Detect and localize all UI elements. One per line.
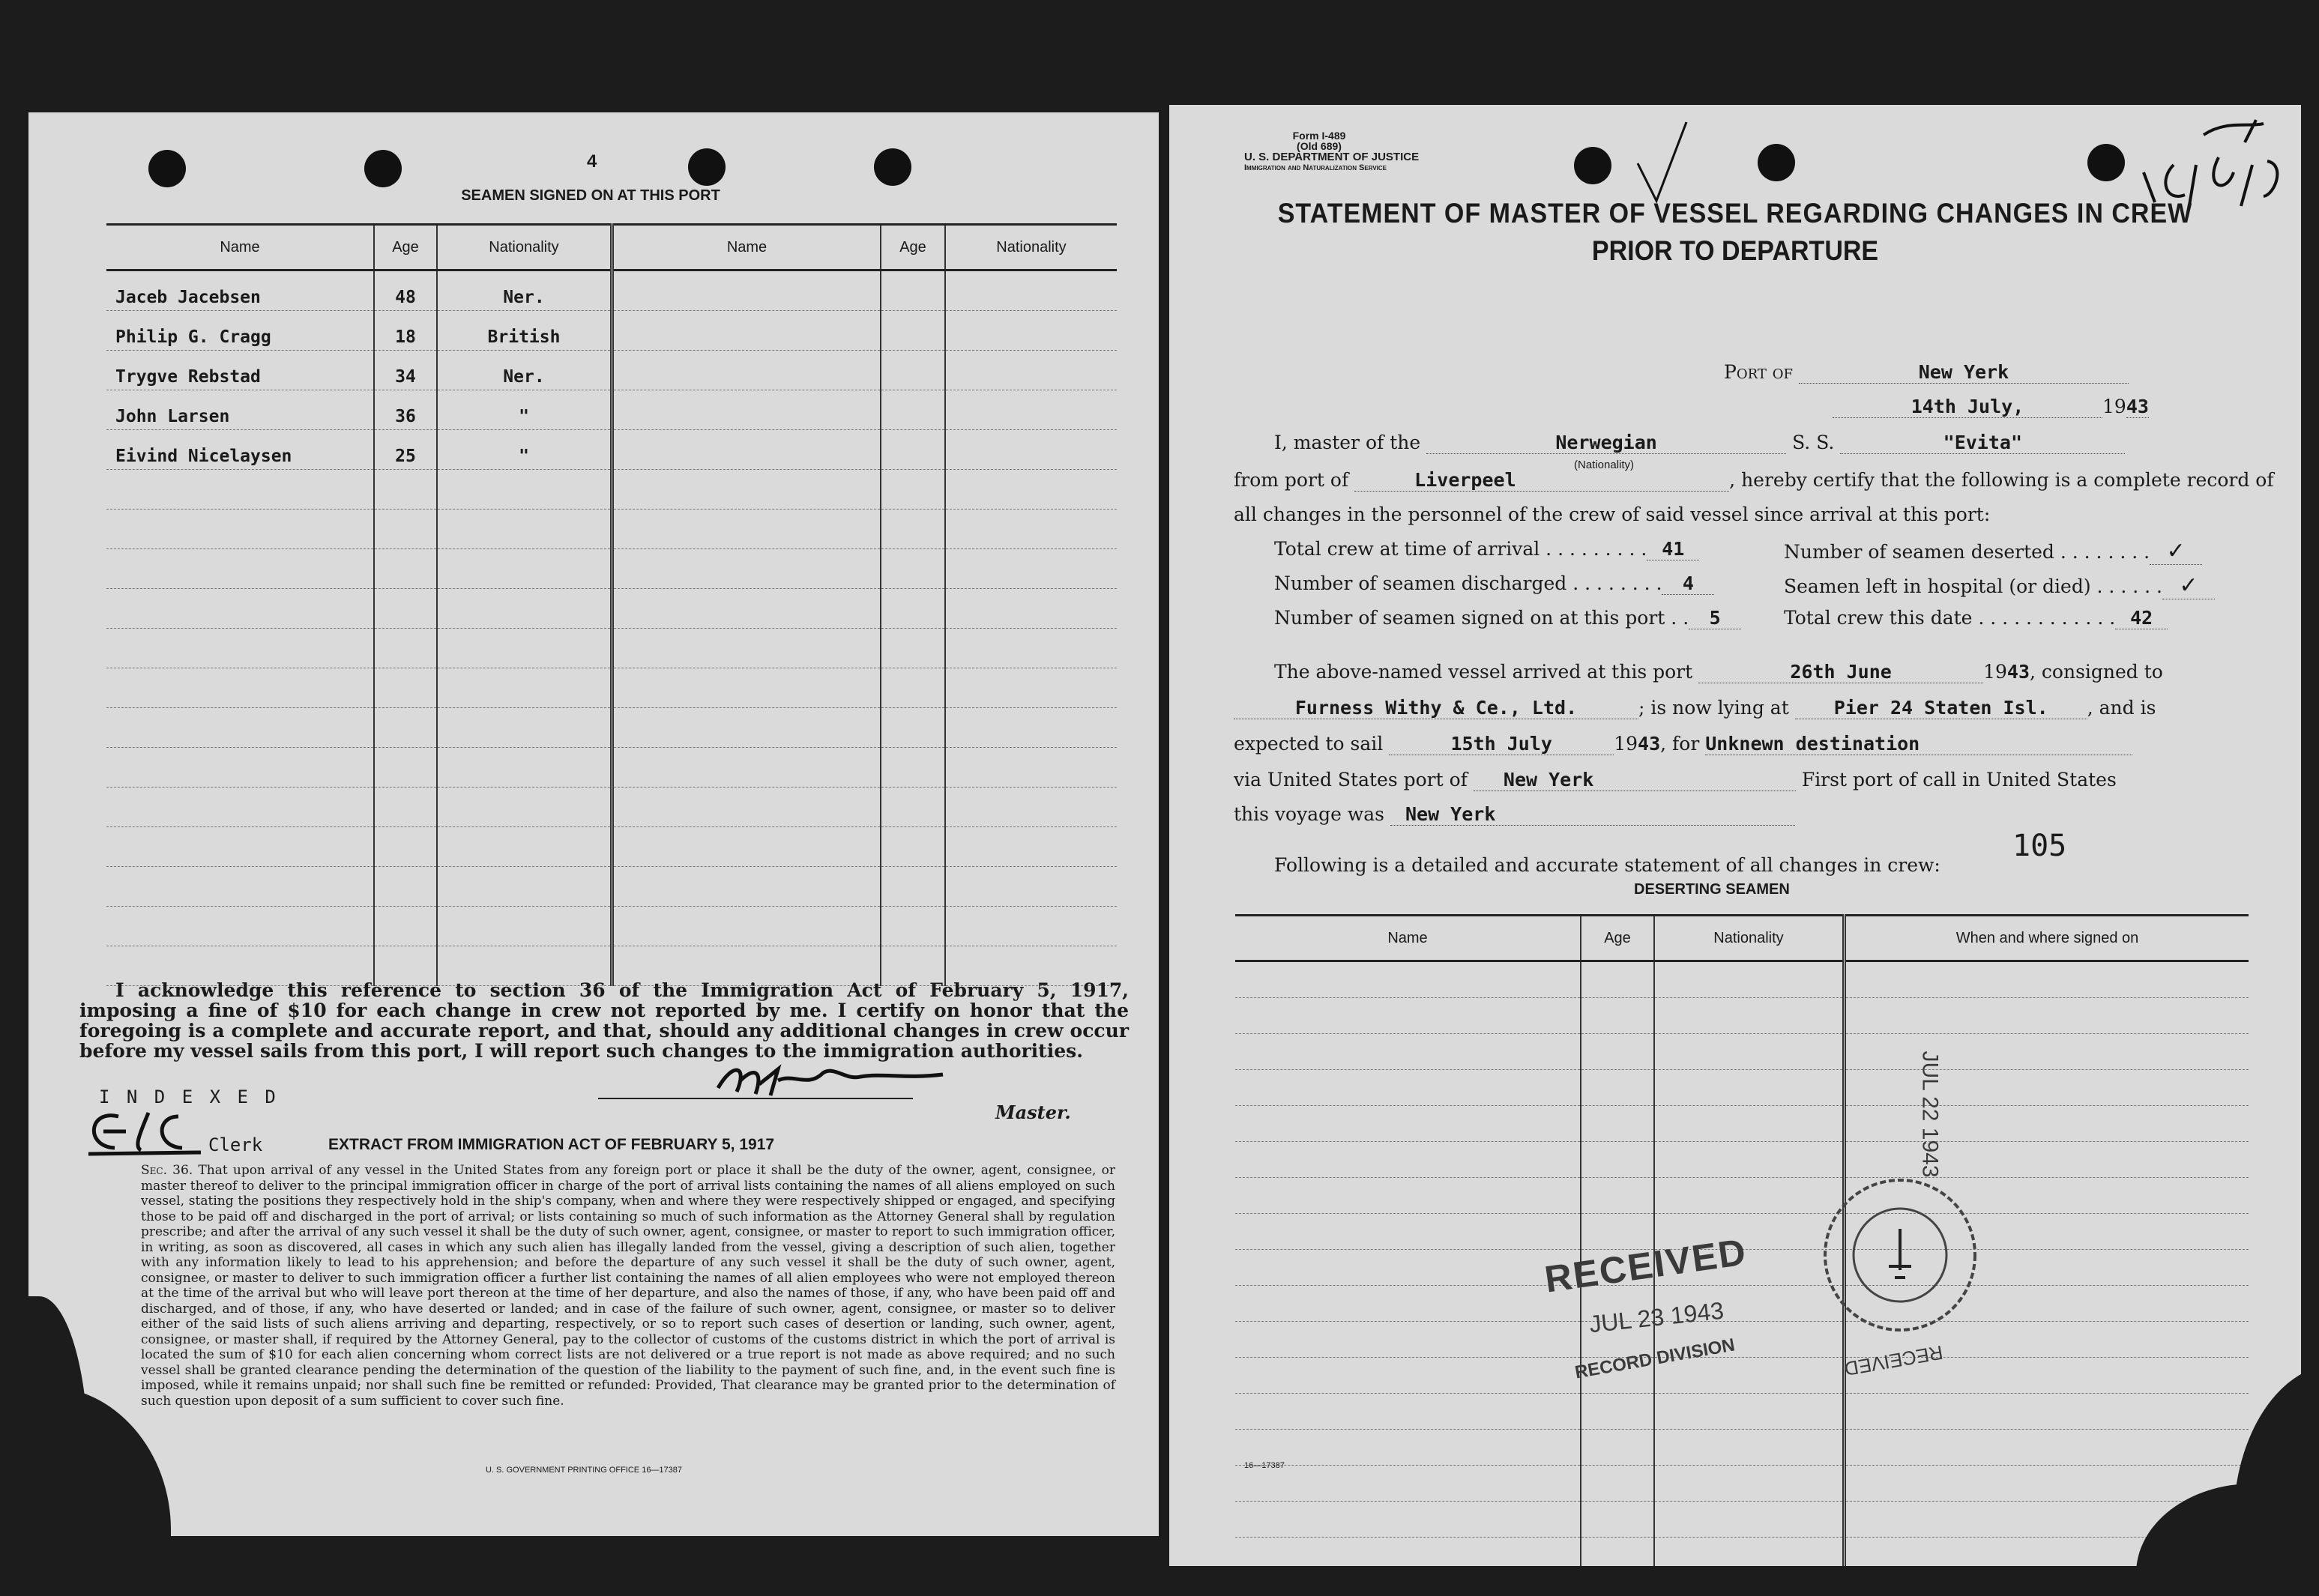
punch-hole [688, 148, 726, 186]
cell-name-2 [612, 827, 881, 867]
first-port-value: New Yerk [1390, 803, 1795, 826]
cell-nationality [437, 708, 612, 748]
department-header: U. S. DEPARTMENT OF JUSTICE Immigration and Naturalization Service [1244, 151, 1420, 172]
cell-age: 25 [374, 430, 437, 470]
cell-nationality-2 [945, 270, 1117, 311]
col-header-age: Age [374, 225, 437, 270]
cell-name [1235, 961, 1581, 998]
cell-age-2 [881, 270, 945, 311]
cell-nationality [1654, 1466, 1845, 1502]
cell-name-2 [612, 549, 881, 589]
form-title: STATEMENT OF MASTER OF VESSEL REGARDING CHANGES IN CREW [1277, 198, 2193, 229]
cell-name [106, 907, 374, 946]
cell-name [1235, 1466, 1581, 1502]
cell-nationality [437, 748, 612, 788]
cell-nationality [1654, 1430, 1845, 1466]
cell-nationality-2 [945, 629, 1117, 668]
cell-name-2 [612, 311, 881, 351]
cell-nationality-2 [945, 311, 1117, 351]
cell-age [1581, 1538, 1654, 1567]
cell-nationality-2 [945, 668, 1117, 708]
cell-nationality [437, 629, 612, 668]
table-row [106, 549, 1117, 589]
cell-nationality: " [437, 430, 612, 470]
cell-age-2 [881, 668, 945, 708]
cell-age [374, 907, 437, 946]
cell-age-2 [881, 549, 945, 589]
received-stamp-date: JUL 23 1943 [1587, 1296, 1725, 1338]
total-crew-date-label: Total crew this date . . . . . . . . . . . . [1784, 607, 2116, 629]
master-signature [703, 1058, 1018, 1110]
cell-age-2 [881, 629, 945, 668]
cell-name-2 [612, 390, 881, 430]
table-row [106, 270, 1117, 311]
cell-age [374, 748, 437, 788]
consigned-label: , consigned to [2030, 661, 2163, 683]
sail-date-value: 15th July [1389, 733, 1614, 755]
table-row [1235, 1322, 2249, 1358]
cell-nationality [437, 668, 612, 708]
extract-text: Sec. 36. That upon arrival of any vessel in the United States from any foreign port or place it shall be the duty of the owner, agent, consignee, or master thereof to deliver to the principal immigration officer in charge of the port of arrival lists containing the names of all aliens employed on such vessel, stating the positions they respectively hold in the ship's company, when and where they were respectively shipped or engaged, and specifying those to be paid off and discharged in the port of arrival; or lists containing so much of such information as the Attorney General shall by regulation prescribe; and after the arrival of any such vessel it shall be the duty of such owner, agent, consignee, or master to report to such immigration officer, in writing, as soon as discovered, all cases in which any such alien has illegally landed from the vessel, giving a description of such alien, together with any information likely to lead to his apprehension; and before the departure of any such vessel it shall be the duty of such owner, agent, consignee, or master to deliver to such immigration officer a further list containing the names of all alien employees who were not employed thereon at the time of the arrival but who will leave port thereon at the time of her departure, and also the names of those, if any, who have been paid off and discharged, and of those, if any, who have deserted or landed; and in case of the failure of such owner, agent, consignee, or master so to deliver either of the said lists of such aliens arriving and departing, respectively, or so to report such cases of desertion or landing, such owner, agent, consignee, or master shall, if required by the Attorney General, pay to the collector of customs of the customs district in which the port of arrival is located the sum of $10 for each alien concerning whom correct lists are not delivered or a true report is not made as above required; and no such vessel shall be granted clearance pending the determination of the question of the liability to the payment of such fine, and, in the event such fine is imposed, while it remains unpaid; nor shall such fine be remitted or refunded: Provided, That clearance may be granted prior to the determination of such question upon deposit of a sum sufficient to cover such fine. [141, 1163, 1115, 1409]
table-row [106, 589, 1117, 629]
cell-nationality [1654, 1394, 1845, 1430]
table-row [1235, 998, 2249, 1034]
master-of-label: I, master of the [1274, 432, 1421, 453]
cell-signed [1845, 1466, 2249, 1502]
port-value: New Yerk [1799, 361, 2129, 384]
from-port-label: from port of [1234, 469, 1349, 491]
clerk-label: Clerk [208, 1134, 263, 1155]
cell-signed [1845, 961, 2249, 998]
table-row [1235, 1286, 2249, 1322]
cell-signed [1845, 1394, 2249, 1430]
cell-name [106, 549, 374, 589]
deserted-label: Number of seamen deserted . . . . . . . . [1784, 541, 2150, 563]
cell-name: Trygve Rebstad [106, 351, 374, 390]
cell-nationality-2 [945, 549, 1117, 589]
from-port-value: Liverpeel [1354, 469, 1729, 492]
voyage-label: this voyage was [1234, 803, 1385, 825]
first-port-label: First port of call in United States [1801, 769, 2117, 791]
hospital-label: Seamen left in hospital (or died) . . . . . . [1784, 575, 2162, 597]
cell-name-2 [612, 470, 881, 510]
printing-office: U. S. GOVERNMENT PRINTING OFFICE 16—17387 [486, 1466, 683, 1475]
cell-name [106, 827, 374, 867]
cell-age: 48 [374, 270, 437, 311]
table-row [1235, 1430, 2249, 1466]
cell-name [1235, 1286, 1581, 1322]
table-row [106, 907, 1117, 946]
cell-age [1581, 1106, 1654, 1142]
cell-nationality [1654, 961, 1845, 998]
cell-age [374, 470, 437, 510]
lying-label: ; is now lying at [1638, 697, 1789, 719]
desert-col-signed: When and where signed on [1845, 916, 2249, 961]
port-label: Port of [1724, 361, 1794, 383]
left-page [28, 112, 1159, 1536]
cell-age [1581, 1178, 1654, 1214]
total-crew-arrival-value: 41 [1647, 538, 1699, 560]
cell-name [1235, 1070, 1581, 1106]
cell-age-2 [881, 827, 945, 867]
cell-age-2 [881, 390, 945, 430]
serial-number: 105 [2012, 829, 2067, 863]
signed-on-label: Number of seamen signed on at this port . . [1274, 607, 1689, 629]
cell-nationality [1654, 1502, 1845, 1538]
col-header-nationality: Nationality [437, 225, 612, 270]
total-crew-date-value: 42 [2115, 607, 2168, 629]
cell-name [1235, 1106, 1581, 1142]
torn-edge [28, 1386, 171, 1536]
cell-nationality [437, 470, 612, 510]
cell-nationality-2 [945, 748, 1117, 788]
table-row [106, 470, 1117, 510]
cell-nationality [1654, 1538, 1845, 1567]
cell-nationality [1654, 1070, 1845, 1106]
cell-name [1235, 1142, 1581, 1178]
cell-name [1235, 1358, 1581, 1394]
cell-age [374, 629, 437, 668]
table-row [106, 788, 1117, 827]
cell-nationality-2 [945, 827, 1117, 867]
date-value: 14th July, [1833, 396, 2102, 418]
cell-nationality [437, 907, 612, 946]
desert-col-age: Age [1581, 916, 1654, 961]
table-row [1235, 1034, 2249, 1070]
certify-text-2: all changes in the personnel of the crew of said vessel since arrival at this port: [1234, 504, 1991, 525]
ship-value: "Evita" [1840, 432, 2125, 454]
cell-name-2 [612, 867, 881, 907]
table-row [106, 668, 1117, 708]
lying-at-value: Pier 24 Staten Isl. [1795, 697, 2087, 719]
cell-signed [1845, 1070, 2249, 1106]
cell-age [374, 867, 437, 907]
cell-age [374, 788, 437, 827]
cell-age [1581, 1466, 1654, 1502]
master-label: Master. [995, 1101, 1071, 1123]
cell-nationality-2 [945, 907, 1117, 946]
cell-nationality-2 [945, 589, 1117, 629]
cell-nationality [437, 788, 612, 827]
cell-age-2 [881, 430, 945, 470]
cell-nationality [1654, 1106, 1845, 1142]
cell-name-2 [612, 351, 881, 390]
cell-age [1581, 961, 1654, 998]
sail-year-prefix: 19 [1614, 733, 1638, 755]
cell-signed [1845, 1034, 2249, 1070]
cell-name: Jaceb Jacebsen [106, 270, 374, 311]
cell-name [106, 788, 374, 827]
cell-name [1235, 1430, 1581, 1466]
signed-on-table [106, 223, 1117, 986]
cell-name [106, 867, 374, 907]
col-header-name-2: Name [612, 225, 881, 270]
form-number: Form I-489 (Old 689) [1292, 130, 1346, 152]
destination-value: Unknewn destination [1705, 733, 2132, 755]
cell-name-2 [612, 708, 881, 748]
cell-age-2 [881, 589, 945, 629]
signed-on-value: 5 [1689, 607, 1741, 629]
acknowledgment-text: I acknowledge this reference to section 36 of the Immigration Act of February 5, 1917, imposing a fine of $10 for each change in crew not reported by me. I certify on honor that the foregoing is a complete and accurate report, and that, should any additional changes in crew occur before my vessel sails from this port, I will report such changes to the immigration authorities. [79, 979, 1129, 1062]
cell-signed [1845, 1430, 2249, 1466]
cell-name [106, 668, 374, 708]
punch-hole [364, 150, 402, 187]
cell-name-2 [612, 748, 881, 788]
cell-nationality [437, 549, 612, 589]
cell-nationality: " [437, 390, 612, 430]
cell-age-2 [881, 510, 945, 549]
cell-age [1581, 1430, 1654, 1466]
arrived-date-value: 26th June [1698, 661, 1983, 683]
and-is-label: , and is [2087, 697, 2156, 719]
cell-name [1235, 1034, 1581, 1070]
cell-name [106, 748, 374, 788]
cell-age [1581, 1142, 1654, 1178]
table-row [1235, 1178, 2249, 1214]
punch-hole [148, 150, 186, 187]
cell-age-2 [881, 351, 945, 390]
cell-name [106, 470, 374, 510]
nationality-caption: (Nationality) [1574, 459, 1635, 471]
cell-nationality [437, 867, 612, 907]
arrived-label: The above-named vessel arrived at this port [1274, 661, 1693, 683]
arrived-year-value: 43 [2006, 661, 2030, 683]
cell-age [374, 589, 437, 629]
deserted-value: ✓ [2150, 538, 2202, 565]
record-division-stamp: RECORD DIVISION [1573, 1334, 1737, 1383]
cell-name [1235, 1502, 1581, 1538]
cell-nationality: Ner. [437, 270, 612, 311]
rotated-date-stamp: JUL 22 1943 [1917, 1051, 1943, 1178]
indexed-label: I N D E X E D [99, 1086, 279, 1107]
cell-name-2 [612, 668, 881, 708]
expected-label: expected to sail [1234, 733, 1384, 755]
cell-nationality [1654, 998, 1845, 1034]
table-row [106, 351, 1117, 390]
cell-name: Philip G. Cragg [106, 311, 374, 351]
cell-age-2 [881, 748, 945, 788]
nationality-value: Nerwegian [1426, 432, 1786, 454]
cell-age [374, 510, 437, 549]
table-row [1235, 1466, 2249, 1502]
section-title: SEAMEN SIGNED ON AT THIS PORT [461, 187, 720, 204]
year-prefix: 19 [2102, 396, 2126, 417]
cell-name [1235, 1538, 1581, 1567]
cell-age-2 [881, 788, 945, 827]
received-stamp: RECEIVED [1542, 1230, 1750, 1301]
table-row [106, 708, 1117, 748]
cell-nationality-2 [945, 430, 1117, 470]
cell-nationality-2 [945, 470, 1117, 510]
cell-name [1235, 998, 1581, 1034]
punch-hole [1574, 147, 1611, 184]
check-mark [1634, 118, 1694, 208]
cell-name-2 [612, 589, 881, 629]
received-stamp-2: RECEIVED [1842, 1340, 1945, 1381]
year-value: 43 [2126, 396, 2149, 417]
punch-hole [1758, 144, 1795, 181]
for-label: , for [1660, 733, 1700, 755]
table-row [1235, 1538, 2249, 1567]
cell-age [374, 708, 437, 748]
cell-name: John Larsen [106, 390, 374, 430]
cell-name [1235, 1250, 1581, 1286]
cell-name [1235, 1214, 1581, 1250]
cell-age-2 [881, 867, 945, 907]
cell-name [106, 629, 374, 668]
table-row [106, 311, 1117, 351]
cell-age: 34 [374, 351, 437, 390]
cell-age [1581, 1394, 1654, 1430]
cell-age [374, 668, 437, 708]
deserting-title: DESERTING SEAMEN [1634, 881, 1790, 898]
cell-age-2 [881, 311, 945, 351]
table-row [1235, 961, 2249, 998]
cell-name-2 [612, 270, 881, 311]
hospital-value: ✓ [2162, 572, 2215, 599]
ss-label: S. S. [1792, 432, 1835, 453]
cell-nationality-2 [945, 510, 1117, 549]
cell-nationality: Ner. [437, 351, 612, 390]
table-row [1235, 1142, 2249, 1178]
cell-nationality-2 [945, 708, 1117, 748]
clerk-initials [73, 1101, 216, 1161]
cell-name-2 [612, 629, 881, 668]
page-number: 4 [587, 151, 597, 172]
sail-year-value: 43 [1638, 733, 1661, 755]
cell-nationality-2 [945, 788, 1117, 827]
discharged-label: Number of seamen discharged . . . . . . . . [1274, 572, 1662, 594]
cell-signed [1845, 998, 2249, 1034]
cell-age-2 [881, 708, 945, 748]
table-row [1235, 1106, 2249, 1142]
table-row [106, 510, 1117, 549]
cell-name-2 [612, 510, 881, 549]
table-row [1235, 1070, 2249, 1106]
certify-text: , hereby certify that the following is a complete record of [1729, 469, 2274, 491]
cell-nationality-2 [945, 867, 1117, 907]
cell-age [1581, 1070, 1654, 1106]
cell-age: 18 [374, 311, 437, 351]
col-header-nationality-2: Nationality [945, 225, 1117, 270]
table-row [106, 867, 1117, 907]
via-port-value: New Yerk [1474, 769, 1796, 791]
table-row [106, 827, 1117, 867]
table-row [1235, 1394, 2249, 1430]
form-subtitle: PRIOR TO DEPARTURE [1591, 235, 1879, 267]
following-label: Following is a detailed and accurate statement of all changes in crew: [1274, 854, 1940, 876]
cell-nationality-2 [945, 390, 1117, 430]
cell-age: 36 [374, 390, 437, 430]
discharged-value: 4 [1662, 572, 1714, 595]
table-row [1235, 1358, 2249, 1394]
via-label: via United States port of [1234, 769, 1468, 791]
desert-col-name: Name [1235, 916, 1581, 961]
cell-age-2 [881, 470, 945, 510]
cell-signed [1845, 1106, 2249, 1142]
col-header-age-2: Age [881, 225, 945, 270]
cell-name [1235, 1178, 1581, 1214]
right-page [1169, 105, 2301, 1566]
cell-age [1581, 1502, 1654, 1538]
cell-age [374, 827, 437, 867]
cell-name-2 [612, 430, 881, 470]
cell-name: Eivind Nicelaysen [106, 430, 374, 470]
arrived-year-prefix: 19 [1983, 661, 2007, 683]
cell-name [106, 708, 374, 748]
cell-name [1235, 1322, 1581, 1358]
cell-nationality [437, 827, 612, 867]
table-row [106, 390, 1117, 430]
table-row [1235, 1502, 2249, 1538]
consignee-value: Furness Withy & Ce., Ltd. [1234, 697, 1638, 719]
cell-age [374, 549, 437, 589]
cell-age-2 [881, 907, 945, 946]
cell-name [106, 589, 374, 629]
table-row [106, 748, 1117, 788]
cell-nationality: British [437, 311, 612, 351]
cell-name [1235, 1394, 1581, 1430]
cell-nationality [437, 510, 612, 549]
cell-nationality [437, 589, 612, 629]
cell-age [1581, 998, 1654, 1034]
seal-stamp [1814, 1169, 1986, 1341]
cell-name [106, 510, 374, 549]
table-row [106, 430, 1117, 470]
total-crew-arrival-label: Total crew at time of arrival . . . . . . . . . [1274, 538, 1647, 560]
extract-title: EXTRACT FROM IMMIGRATION ACT OF FEBRUARY 5, 1917 [328, 1136, 775, 1153]
cell-name-2 [612, 907, 881, 946]
footer-code: 16—17387 [1244, 1461, 1285, 1470]
punch-hole [874, 148, 911, 186]
cell-name-2 [612, 788, 881, 827]
cell-nationality-2 [945, 351, 1117, 390]
col-header-name: Name [106, 225, 374, 270]
cell-nationality [1654, 1034, 1845, 1070]
table-row [106, 629, 1117, 668]
desert-col-nationality: Nationality [1654, 916, 1845, 961]
cell-age [1581, 1034, 1654, 1070]
